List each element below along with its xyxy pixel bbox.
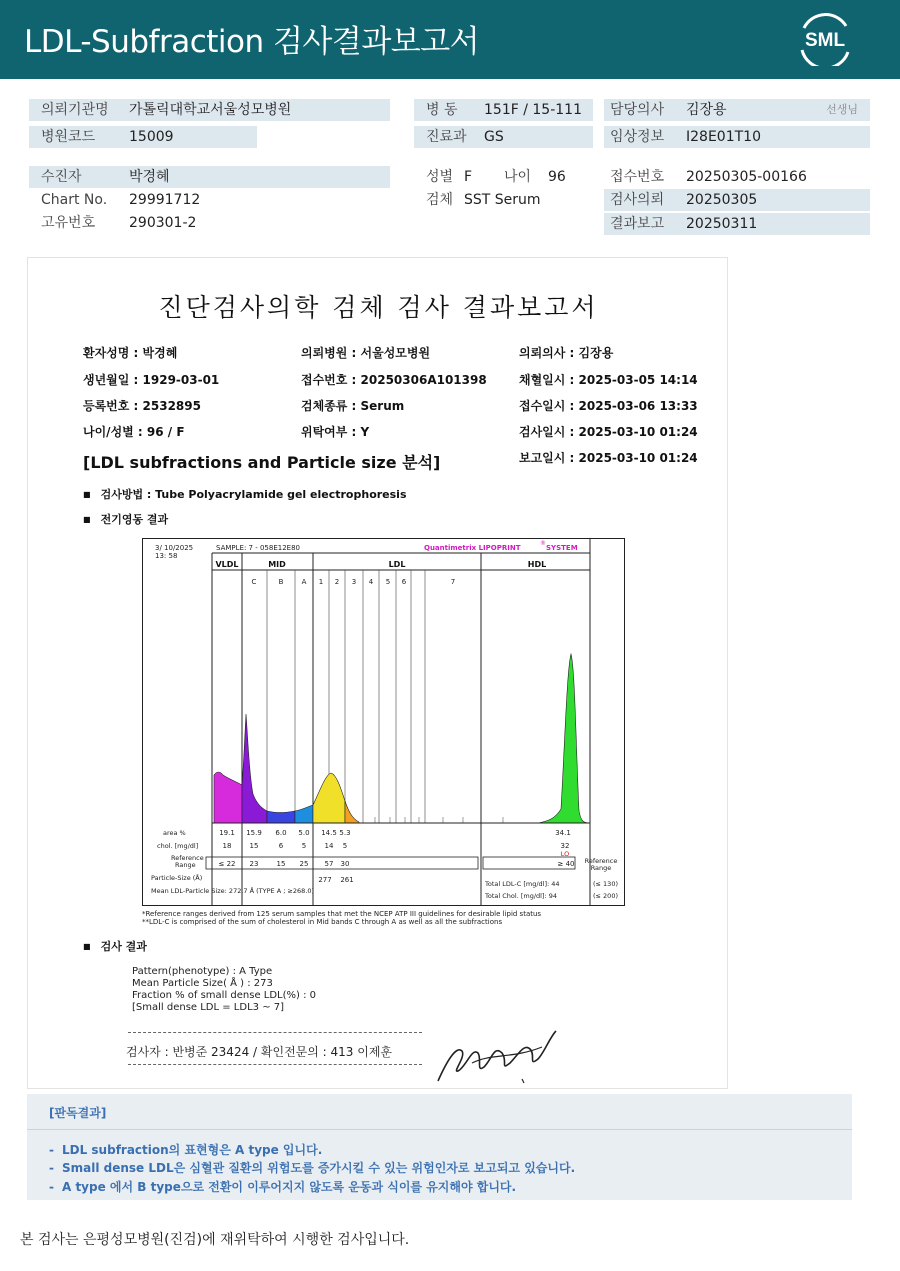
row-label-chol: chol. [mg/dl]	[157, 842, 199, 850]
ref-value: 15	[276, 860, 286, 868]
patient-label: 수진자	[41, 169, 82, 185]
area-value: 19.1	[219, 829, 235, 837]
doctor-label: 담당의사	[610, 102, 665, 118]
peak-hdl	[538, 654, 590, 823]
report-age-sex: 나이/성별 : 96 / F	[83, 425, 185, 439]
peak-ldl1	[313, 773, 345, 823]
unique-no-label: 고유번호	[41, 215, 96, 231]
peak-mid-b	[267, 811, 295, 823]
sml-logo	[796, 12, 854, 66]
sex-label: 성별	[426, 169, 454, 185]
area-value: 5.0	[298, 829, 310, 837]
chart-no-label: Chart No.	[41, 192, 108, 208]
doctor-field	[604, 99, 870, 121]
judgement-divider	[27, 1129, 852, 1130]
subband-label-7: 7	[450, 578, 456, 586]
chol-value: 5	[301, 842, 307, 850]
judgement-item: - A type 에서 B type으로 전환이 이루어지지 않도록 운동과 식이를 유지해야 합니다.	[49, 1178, 516, 1195]
department-field	[414, 126, 593, 148]
judgement-box	[27, 1094, 852, 1200]
report-req-hospital: 의뢰병원 : 서울성모병원	[301, 346, 431, 360]
sex-age-field	[414, 166, 593, 188]
hospital-code-value: 15009	[129, 129, 174, 145]
total-ldl-ref: (≤ 130)	[593, 880, 618, 888]
total-chol-ref: (≤ 200)	[593, 892, 618, 900]
hdl-ref-value: ≥ 40	[557, 860, 575, 868]
area-value: 15.9	[246, 829, 262, 837]
hdl-chol-value: 32	[560, 842, 570, 850]
band-label-hdl: HDL	[527, 560, 547, 569]
report-receive-time: 접수일시 : 2025-03-06 13:33	[519, 399, 698, 413]
report-date-label: 결과보고	[610, 216, 665, 232]
total-chol: Total Chol. [mg/dl]: 94	[485, 892, 557, 900]
request-date-label: 검사의뢰	[610, 192, 665, 208]
request-date-field	[604, 189, 870, 211]
page-title: LDL-Subfraction 검사결과보고서	[24, 24, 480, 60]
hdl-flag: LO	[560, 850, 570, 858]
row-label-area: area %	[163, 829, 186, 837]
report-collect-time: 채혈일시 : 2025-03-05 14:14	[519, 373, 698, 387]
total-ldl: Total LDL-C [mg/dl]: 44	[485, 880, 560, 888]
band-label-mid: MID	[268, 560, 286, 569]
unique-no-field	[29, 212, 390, 234]
row-label-size: Particle-Size (Å)	[151, 874, 203, 882]
peak-mid-c	[242, 714, 267, 823]
chart-time: 13: 58	[155, 552, 178, 560]
band-lines	[212, 539, 590, 905]
subband-label-6: 6	[401, 578, 407, 586]
footnote-1: *Reference ranges derived from 125 serum samples that met the NCEP ATP III guidelines for desirable lipid status	[142, 910, 542, 918]
area-value: 5.3	[339, 829, 351, 837]
pattern-line: Fraction % of small dense LDL(%) : 0	[132, 990, 317, 1001]
electro-title: ■ 전기영동 결과	[83, 511, 168, 527]
scanned-report	[27, 257, 728, 1089]
signature-image	[432, 1023, 562, 1088]
range-label-right: Range	[590, 864, 612, 872]
report-patient-name: 환자성명 : 박경혜	[83, 346, 178, 360]
band-label-ldl: LDL	[388, 560, 406, 569]
row-label-ref: Reference	[171, 854, 204, 862]
unique-no-value: 290301-2	[129, 215, 197, 231]
ref-value: 57	[324, 860, 334, 868]
method-line: ■ 검사방법 : Tube Polyacrylamide gel electrophoresis	[83, 486, 407, 502]
divider-top	[128, 1032, 422, 1033]
chart-no-field	[29, 189, 390, 211]
report-reg-no: 등록번호 : 2532895	[83, 399, 201, 413]
receipt-no-label: 접수번호	[610, 169, 665, 185]
result-table	[151, 829, 618, 900]
size-value: 277	[318, 876, 332, 884]
chol-value: 6	[278, 842, 284, 850]
divider-bottom	[128, 1064, 422, 1065]
doctor-suffix: 선생님	[826, 103, 858, 116]
chart-no-value: 29991712	[129, 192, 201, 208]
subband-label-1: 1	[318, 578, 324, 586]
sex-value: F	[464, 169, 473, 185]
page-header	[0, 0, 900, 79]
ref-value: ≤ 22	[218, 860, 236, 868]
chart-sample: SAMPLE: 7 - 058E12E80	[216, 544, 300, 552]
institution-label: 의뢰기관명	[41, 102, 109, 118]
logo-text: SML	[804, 30, 846, 51]
clinical-field	[604, 126, 870, 148]
footnote-2: **LDL-C is comprised of the sum of cholesterol in Mid bands C through A as well as all the subfractions	[142, 918, 503, 926]
report-date-field	[604, 213, 870, 235]
peak-ldl2	[345, 801, 359, 823]
doctor-value: 김장용	[686, 102, 727, 118]
chart-brand-suffix: SYSTEM	[546, 544, 578, 552]
subband-label-4: 4	[368, 578, 374, 586]
ref-label-right: Reference	[584, 857, 618, 865]
receipt-no-value: 20250305-00166	[686, 169, 807, 185]
department-value: GS	[484, 129, 504, 145]
specimen-field	[414, 189, 593, 211]
peak-vldl	[214, 772, 242, 823]
band-label-vldl: VLDL	[215, 560, 239, 569]
judgement-item: - Small dense LDL은 심혈관 질환의 위험도를 증가시킬 수 있는 위험인자로 보고되고 있습니다.	[49, 1159, 575, 1176]
inspector-line: 검사자 : 반병준 23424 / 확인전문의 : 413 이제훈	[126, 1045, 393, 1059]
chol-value: 15	[249, 842, 259, 850]
request-date-value: 20250305	[686, 192, 758, 208]
specimen-label: 검체	[426, 192, 454, 208]
report-birth: 생년월일 : 1929-03-01	[83, 373, 220, 387]
analysis-section-title: [LDL subfractions and Particle size 분석]	[83, 453, 441, 472]
hospital-code-field	[29, 126, 257, 148]
row-label-range: Range	[175, 861, 196, 869]
pattern-block	[132, 966, 316, 1014]
subband-label-2: 2	[334, 578, 340, 586]
age-label: 나이	[504, 169, 532, 185]
peak-mid-a	[295, 805, 313, 823]
subband-label-c: C	[251, 578, 257, 586]
report-receipt-no: 접수번호 : 20250306A101398	[301, 373, 487, 387]
ref-value: 25	[299, 860, 309, 868]
subband-labels	[252, 578, 456, 586]
ward-field	[414, 99, 593, 121]
chol-value: 18	[222, 842, 232, 850]
peak-areas	[214, 654, 590, 823]
ward-label: 병 동	[426, 102, 458, 118]
size-value: 261	[340, 876, 354, 884]
judgement-item: - LDL subfraction의 표현형은 A type 입니다.	[49, 1141, 322, 1158]
pattern-line: Pattern(phenotype) : A Type	[132, 966, 273, 977]
hospital-code-label: 병원코드	[41, 129, 96, 145]
judgement-title: [판독결과]	[49, 1106, 107, 1120]
report-consign: 위탁여부 : Y	[301, 425, 370, 439]
institution-field	[29, 99, 390, 121]
clinical-label: 임상정보	[610, 129, 665, 145]
area-value: 14.5	[321, 829, 337, 837]
report-report-time: 보고일시 : 2025-03-10 01:24	[519, 451, 698, 465]
area-value: 6.0	[275, 829, 287, 837]
ref-value: 23	[249, 860, 259, 868]
hdl-area-value: 34.1	[555, 829, 571, 837]
bottom-note: 본 검사는 은평성모병원(진검)에 재위탁하여 시행한 검사입니다.	[20, 1232, 410, 1248]
chol-value: 5	[342, 842, 348, 850]
clinical-value: I28E01T10	[686, 129, 761, 145]
chol-value: 14	[324, 842, 334, 850]
ref-value: 30	[340, 860, 350, 868]
subband-label-3: 3	[351, 578, 357, 586]
report-req-doctor: 의뢰의사 : 김장용	[519, 346, 614, 360]
subband-label-b: B	[278, 578, 284, 586]
department-label: 진료과	[426, 129, 467, 145]
report-title: 진단검사의학 검체 검사 결과보고서	[158, 293, 599, 322]
pattern-line: Mean Particle Size( Å ) : 273	[132, 978, 273, 989]
result-title: ■ 검사 결과	[83, 938, 147, 954]
patient-value: 박경혜	[129, 169, 170, 185]
pattern-line: [Small dense LDL = LDL3 ~ 7]	[132, 1002, 285, 1013]
report-specimen: 검체종류 : Serum	[301, 399, 405, 413]
patient-field	[29, 166, 390, 188]
institution-value: 가톨릭대학교서울성모병원	[129, 102, 292, 118]
receipt-no-field	[604, 166, 870, 188]
chart-brand: Quantimetrix LIPOPRINT	[424, 544, 521, 552]
report-exam-time: 검사일시 : 2025-03-10 01:24	[519, 425, 698, 439]
chart-brand-reg: ®	[540, 540, 546, 547]
subband-label-a: A	[301, 578, 307, 586]
age-value: 96	[548, 169, 566, 185]
report-date-value: 20250311	[686, 216, 758, 232]
ward-value: 151F / 15-111	[484, 102, 582, 118]
subband-label-5: 5	[385, 578, 391, 586]
row-label-mean-size: Mean LDL-Particle Size: 272.7 Å (TYPE A ; ≥268.0)	[151, 887, 315, 895]
electrophoresis-chart	[142, 538, 625, 906]
chart-date: 3/ 10/2025	[155, 544, 194, 552]
specimen-value: SST Serum	[464, 192, 541, 208]
